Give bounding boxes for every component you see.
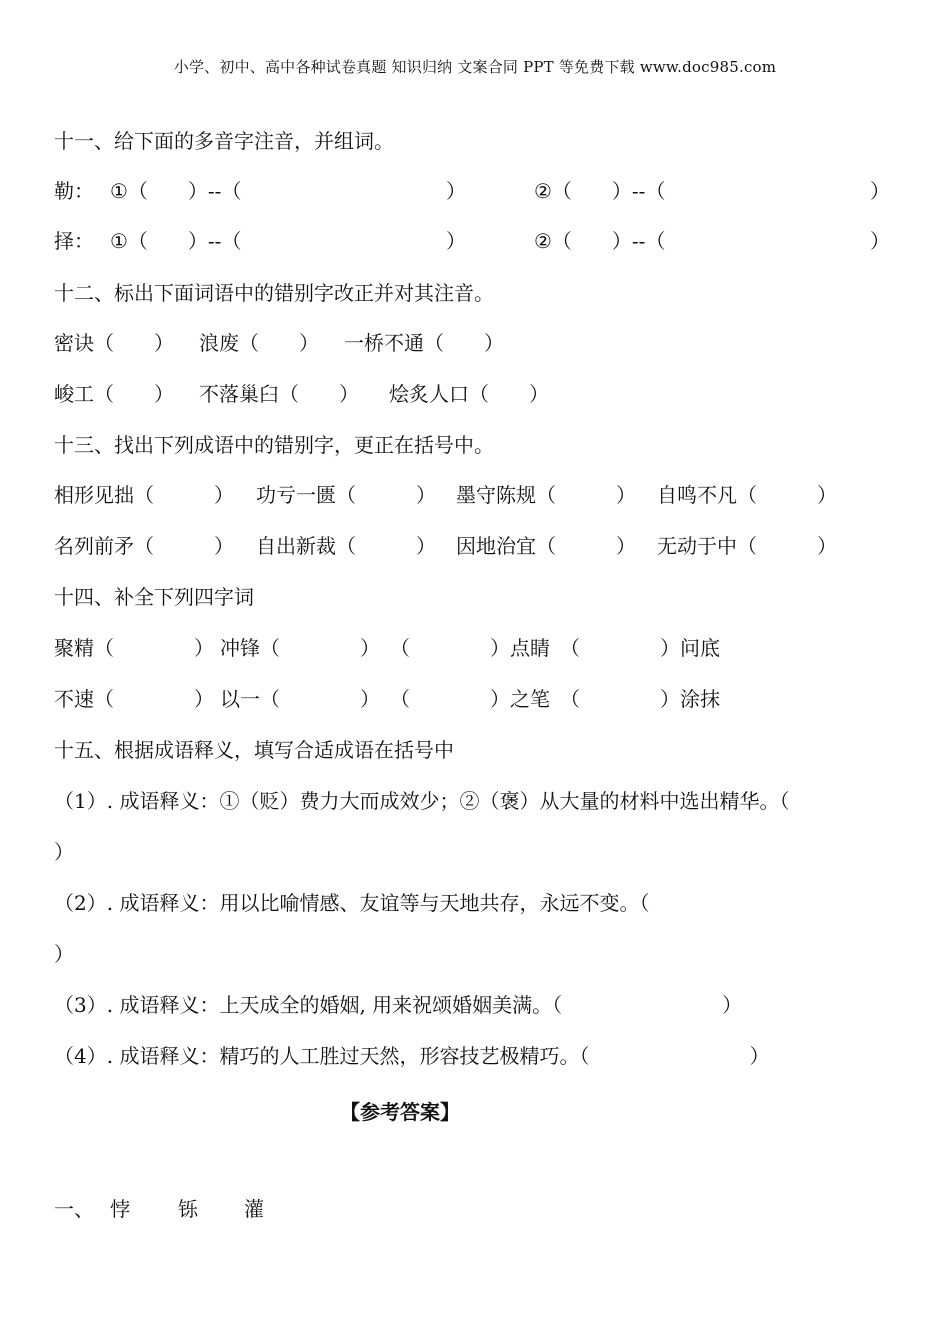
q14-r2-item-4: （ ）涂抹 xyxy=(560,687,720,711)
q12-row-2 xyxy=(54,381,904,407)
q14-r2-item-2: 以一（ ） xyxy=(220,687,380,711)
q13-title: 十三、找出下列成语中的错别字，更正在括号中。 xyxy=(54,433,494,457)
q11-row-1-part-c: ②（ ）--（ xyxy=(534,179,666,203)
answers-line-1-item-3: 灌 xyxy=(244,1197,264,1221)
q11-row-2-part-c: ②（ ）--（ xyxy=(534,229,666,253)
q12-r2-item-2: 不落巢臼（ ） xyxy=(199,382,359,406)
page-header: 小学、初中、高中各种试卷真题 知识归纳 文案合同 PPT 等免费下载 www.doc985.com xyxy=(173,58,777,76)
q11-row-1-part-b: ） xyxy=(446,179,466,203)
q13-row-2 xyxy=(54,533,904,559)
q13-row-1 xyxy=(54,482,904,508)
q13-r2-item-3: 因地治宜（ ） xyxy=(456,534,636,558)
q11-row-2-part-d: ） xyxy=(870,229,890,253)
q14-r2-item-1: 不速（ ） xyxy=(54,687,214,711)
q15-item-1: （1）. 成语释义：①（贬）费力大而成效少；②（褒）从大量的材料中选出精华。（ xyxy=(54,789,790,813)
q14-r1-item-4: （ ）问底 xyxy=(560,636,720,660)
answers-line-1-label: 一、 xyxy=(54,1197,94,1221)
q13-r1-item-1: 相形见拙（ ） xyxy=(54,483,234,507)
answers-line-1-item-1: 悖 xyxy=(110,1197,130,1221)
q14-row-2 xyxy=(54,686,904,712)
q14-r2-item-3: （ ）之笔 xyxy=(390,687,550,711)
q12-r2-item-1: 峻工（ ） xyxy=(54,382,174,406)
q13-r1-item-4: 自鸣不凡（ ） xyxy=(657,483,837,507)
q15-title: 十五、根据成语释义，填写合适成语在括号中 xyxy=(54,738,454,762)
q14-row-1 xyxy=(54,635,904,661)
q14-title: 十四、补全下列四字词 xyxy=(54,585,254,609)
answers-title: 【参考答案】 xyxy=(340,1100,460,1124)
q11-row-2 xyxy=(54,228,904,254)
q11-row-2-part-a: ①（ ）--（ xyxy=(110,229,242,253)
q12-r2-item-3: 烩炙人口（ ） xyxy=(389,382,549,406)
q13-r2-item-4: 无动于中（ ） xyxy=(657,534,837,558)
q12-row-1 xyxy=(54,330,904,356)
q11-row-1-part-a: ①（ ）--（ xyxy=(110,179,242,203)
q12-r1-item-1: 密诀（ ） xyxy=(54,331,174,355)
q14-r1-item-1: 聚精（ ） xyxy=(54,636,214,660)
q11-row-2-char: 择： xyxy=(54,229,94,253)
q14-r1-item-2: 冲锋（ ） xyxy=(220,636,380,660)
q11-row-1-char: 勒： xyxy=(54,179,94,203)
q15-item-2-close: ） xyxy=(54,942,74,966)
answers-line-1 xyxy=(54,1196,454,1222)
q11-title: 十一、给下面的多音字注音，并组词。 xyxy=(54,129,394,153)
q15-item-3: （3）. 成语释义：上天成全的婚姻, 用来祝颂婚姻美满。（ ） xyxy=(54,993,743,1017)
q12-r1-item-2: 浪废（ ） xyxy=(199,331,319,355)
q11-row-1-part-d: ） xyxy=(870,179,890,203)
q12-r1-item-3: 一桥不通（ ） xyxy=(344,331,504,355)
q15-item-4: （4）. 成语释义：精巧的人工胜过天然，形容技艺极精巧。（ ） xyxy=(54,1044,770,1068)
q11-row-2-part-b: ） xyxy=(446,229,466,253)
q12-title: 十二、标出下面词语中的错别字改正并对其注音。 xyxy=(54,281,494,305)
q11-row-1 xyxy=(54,178,904,204)
q13-r2-item-1: 名列前矛（ ） xyxy=(54,534,234,558)
q15-item-1-close: ） xyxy=(54,840,74,864)
q13-r2-item-2: 自出新裁（ ） xyxy=(256,534,436,558)
q13-r1-item-3: 墨守陈规（ ） xyxy=(456,483,636,507)
q13-r1-item-2: 功亏一匮（ ） xyxy=(256,483,436,507)
answers-line-1-item-2: 铄 xyxy=(178,1197,198,1221)
q15-item-2: （2）. 成语释义：用以比喻情感、友谊等与天地共存，永远不变。（ xyxy=(54,891,650,915)
q14-r1-item-3: （ ）点睛 xyxy=(390,636,550,660)
